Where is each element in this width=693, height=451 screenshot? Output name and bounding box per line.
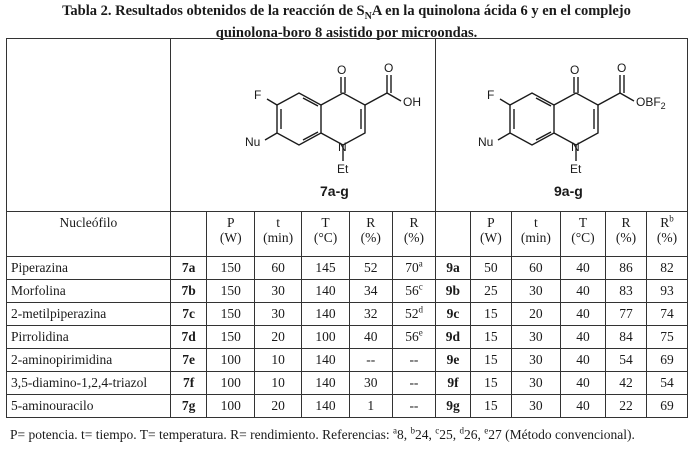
acid-oxygen-label: O bbox=[383, 61, 394, 75]
nitrogen-label: N bbox=[571, 140, 580, 154]
fluorine-label: F bbox=[253, 88, 262, 102]
nitrogen-label: N bbox=[337, 140, 347, 154]
yield-9-cell: 84 bbox=[605, 326, 646, 349]
yield-9-cell: 83 bbox=[605, 280, 646, 303]
power-9-cell: 50 bbox=[470, 257, 511, 280]
compound-label-9: 9a-g bbox=[554, 183, 583, 199]
yield-9-ref-cell: 69 bbox=[646, 349, 687, 372]
time-cell: 30 bbox=[254, 303, 301, 326]
ring-bonds bbox=[498, 75, 634, 161]
power-9-cell: 25 bbox=[470, 280, 511, 303]
power-cell: 150 bbox=[207, 257, 254, 280]
temperature-cell: 145 bbox=[302, 257, 349, 280]
time-cell: 20 bbox=[254, 326, 301, 349]
compound-label-7: 7a-g bbox=[319, 183, 349, 199]
yield-cell: 52 bbox=[349, 257, 392, 280]
yield-9-cell: 22 bbox=[605, 395, 646, 418]
temperature-cell: 140 bbox=[302, 395, 349, 418]
temperature-cell: 140 bbox=[302, 349, 349, 372]
table-row bbox=[7, 326, 688, 349]
table-row bbox=[7, 303, 688, 326]
compound-id-9: 9b bbox=[436, 280, 471, 303]
table-row bbox=[7, 395, 688, 418]
table-body bbox=[7, 257, 688, 418]
yield-ref-cell: -- bbox=[392, 395, 435, 418]
temperature-9-cell: 40 bbox=[560, 280, 605, 303]
yield-ref-cell: -- bbox=[392, 372, 435, 395]
ester-oxygen-label: O bbox=[617, 61, 627, 75]
compound-id-7: 7e bbox=[170, 349, 207, 372]
results-table bbox=[6, 38, 688, 418]
yield-ref-cell: -- bbox=[392, 349, 435, 372]
time-9-cell: 30 bbox=[511, 326, 560, 349]
yield-cell: 40 bbox=[349, 326, 392, 349]
header-nucleophile: Nucleófilo bbox=[7, 212, 171, 257]
table-caption bbox=[0, 3, 693, 42]
header-yield: R (%) bbox=[349, 212, 392, 257]
nucleophile-name: Morfolina bbox=[7, 280, 171, 303]
nucleophile-label: Nu bbox=[244, 135, 261, 149]
power-cell: 100 bbox=[207, 395, 254, 418]
time-9-cell: 30 bbox=[511, 349, 560, 372]
nucleophile-name: 3,5-diamino-1,2,4-triazol bbox=[7, 372, 171, 395]
yield-ref-cell: 70$^a$ bbox=[392, 257, 435, 280]
compound-id-7: 7a bbox=[170, 257, 207, 280]
ring-bonds bbox=[265, 75, 401, 161]
nucleophile-name: 5-aminouracilo bbox=[7, 395, 171, 418]
power-9-cell: 15 bbox=[470, 395, 511, 418]
table-row bbox=[7, 280, 688, 303]
header-power-9: P (W) bbox=[470, 212, 511, 257]
header-compound-9 bbox=[436, 212, 471, 257]
temperature-9-cell: 40 bbox=[560, 372, 605, 395]
caption-line-1 bbox=[0, 3, 693, 25]
keto-oxygen-label: O bbox=[570, 63, 580, 77]
temperature-9-cell: 40 bbox=[560, 303, 605, 326]
header-yield-9: R (%) bbox=[605, 212, 646, 257]
power-9-cell: 15 bbox=[470, 303, 511, 326]
compound-id-7: 7f bbox=[170, 372, 207, 395]
structure-9-cell bbox=[436, 39, 688, 212]
header-row bbox=[7, 212, 688, 257]
compound-id-9: 9e bbox=[436, 349, 471, 372]
header-compound-7 bbox=[170, 212, 207, 257]
empty-cell bbox=[7, 39, 171, 212]
compound-id-7: 7g bbox=[170, 395, 207, 418]
header-time: t (min) bbox=[254, 212, 301, 257]
header-power: P (W) bbox=[207, 212, 254, 257]
yield-9-cell: 54 bbox=[605, 349, 646, 372]
header-time-9: t (min) bbox=[511, 212, 560, 257]
time-9-cell: 60 bbox=[511, 257, 560, 280]
keto-oxygen-label: O bbox=[336, 63, 347, 77]
compound-id-9: 9f bbox=[436, 372, 471, 395]
power-cell: 150 bbox=[207, 326, 254, 349]
temperature-9-cell: 40 bbox=[560, 395, 605, 418]
yield-9-ref-cell: 69 bbox=[646, 395, 687, 418]
yield-9-cell: 77 bbox=[605, 303, 646, 326]
yield-9-ref-cell: 54 bbox=[646, 372, 687, 395]
yield-cell: 32 bbox=[349, 303, 392, 326]
time-9-cell: 30 bbox=[511, 372, 560, 395]
header-temperature-9: T (°C) bbox=[560, 212, 605, 257]
power-cell: 150 bbox=[207, 303, 254, 326]
power-cell: 100 bbox=[207, 349, 254, 372]
structure-7-cell bbox=[170, 39, 435, 212]
power-9-cell: 15 bbox=[470, 326, 511, 349]
compound-id-7: 7c bbox=[170, 303, 207, 326]
time-cell: 60 bbox=[254, 257, 301, 280]
table-row bbox=[7, 349, 688, 372]
yield-cell: -- bbox=[349, 349, 392, 372]
structure-row bbox=[7, 39, 688, 212]
nucleophile-label: Nu bbox=[478, 135, 494, 149]
time-cell: 30 bbox=[254, 280, 301, 303]
temperature-9-cell: 40 bbox=[560, 257, 605, 280]
quinolone-acid-structure bbox=[175, 39, 425, 207]
compound-id-7: 7b bbox=[170, 280, 207, 303]
yield-ref-cell: 56e bbox=[392, 326, 435, 349]
yield-cell: 34 bbox=[349, 280, 392, 303]
time-9-cell: 20 bbox=[511, 303, 560, 326]
table-row bbox=[7, 372, 688, 395]
compound-id-7: 7d bbox=[170, 326, 207, 349]
temperature-9-cell: 40 bbox=[560, 349, 605, 372]
power-9-cell: 15 bbox=[470, 372, 511, 395]
compound-id-9: 9d bbox=[436, 326, 471, 349]
yield-cell: 1 bbox=[349, 395, 392, 418]
power-cell: 150 bbox=[207, 280, 254, 303]
yield-cell: 30 bbox=[349, 372, 392, 395]
compound-id-9: 9c bbox=[436, 303, 471, 326]
time-cell: 20 bbox=[254, 395, 301, 418]
yield-9-ref-cell: 75 bbox=[646, 326, 687, 349]
yield-9-ref-cell: 93 bbox=[646, 280, 687, 303]
yield-ref-cell: 52$^d$ bbox=[392, 303, 435, 326]
compound-id-9: 9g bbox=[436, 395, 471, 418]
yield-ref-cell: 56$^c$ bbox=[392, 280, 435, 303]
compound-id-9: 9a bbox=[436, 257, 471, 280]
table-row bbox=[7, 257, 688, 280]
temperature-9-cell: 40 bbox=[560, 326, 605, 349]
caption-subscript: N bbox=[364, 10, 372, 22]
ethyl-label: Et bbox=[336, 162, 349, 176]
nucleophile-name: 2-metilpiperazina bbox=[7, 303, 171, 326]
power-cell: 100 bbox=[207, 372, 254, 395]
ethyl-label: Et bbox=[570, 162, 582, 176]
time-cell: 10 bbox=[254, 349, 301, 372]
nucleophile-name: 2-aminopirimidina bbox=[7, 349, 171, 372]
time-9-cell: 30 bbox=[511, 395, 560, 418]
quinolone-boron-structure bbox=[440, 39, 676, 207]
nucleophile-name: Piperazina bbox=[7, 257, 171, 280]
header-temperature: T (°C) bbox=[302, 212, 349, 257]
caption-text: Tabla 2. Resultados obtenidos de la reacción de S bbox=[62, 3, 365, 19]
yield-9-ref-cell: 82 bbox=[646, 257, 687, 280]
temperature-cell: 140 bbox=[302, 303, 349, 326]
temperature-cell: 140 bbox=[302, 280, 349, 303]
yield-9-cell: 86 bbox=[605, 257, 646, 280]
time-9-cell: 30 bbox=[511, 280, 560, 303]
temperature-cell: 140 bbox=[302, 372, 349, 395]
hydroxyl-label: OH bbox=[402, 95, 421, 109]
caption-text: A en la quinolona ácida 6 y en el complejo bbox=[371, 3, 631, 19]
header-yield-ref: R (%) bbox=[392, 212, 435, 257]
yield-9-ref-cell: 74 bbox=[646, 303, 687, 326]
obf2-label: $OBF_2$ bbox=[636, 95, 666, 111]
time-cell: 10 bbox=[254, 372, 301, 395]
table-footnote: P= potencia. t= tiempo. T= temperatura. R= rendimiento. Referencias: $^a$8, $^b$24, $^c$25, $^d$26, $^e$27 (Método convencional). bbox=[10, 425, 635, 442]
fluorine-label: F bbox=[487, 88, 495, 102]
yield-9-cell: 42 bbox=[605, 372, 646, 395]
temperature-cell: 100 bbox=[302, 326, 349, 349]
header-yield-9-ref: $R^b$ (%) bbox=[646, 212, 687, 257]
caption-line-2: quinolona-boro 8 asistido por microondas. bbox=[215, 24, 478, 41]
power-9-cell: 15 bbox=[470, 349, 511, 372]
nucleophile-name: Pirrolidina bbox=[7, 326, 171, 349]
